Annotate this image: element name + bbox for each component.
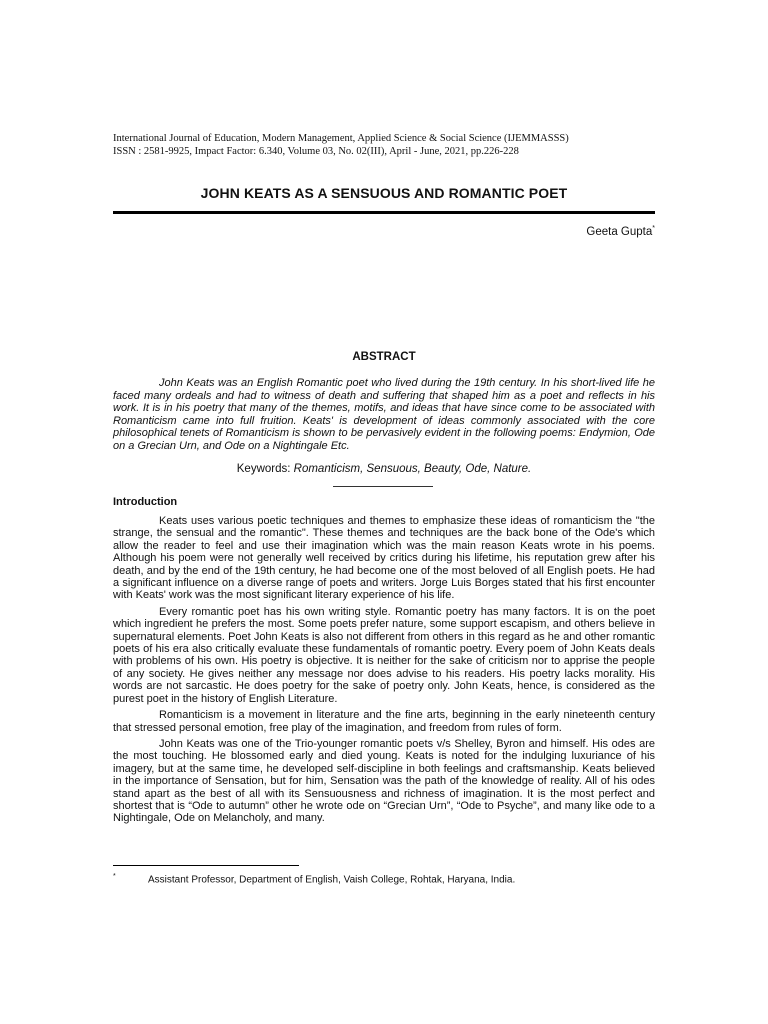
title-divider (113, 211, 655, 214)
journal-title-line: International Journal of Education, Modern Management, Applied Science & Social Science (IJEMMASSS) (113, 133, 569, 144)
abstract-heading: ABSTRACT (352, 351, 416, 363)
author-footnote-marker: * (652, 225, 655, 232)
footnote-marker: * (113, 873, 116, 880)
section-heading-introduction: Introduction (113, 496, 178, 508)
introduction-body (113, 515, 655, 829)
body-paragraph: Keats uses various poetic techniques and themes to emphasize these ideas of romanticism the "the strange, the sensual and the romantic". These themes and techniques are the back bone of the Ode's which allow the reader to feel and use their imagination which was the main reason Keats wrote in his poems. Although his poem were not generally well received by critics during his lifetime, his reputation grew after his death, and by the end of the 19th century, he had become one of the most beloved of all English poets. He had a significant influence on a diverse range of poets and writers. Jorge Luis Borges stated that his first encounter with Keats' work was the most significant literary experience of his life. (113, 515, 655, 602)
keywords-line (113, 463, 655, 475)
body-paragraph: John Keats was one of the Trio-younger romantic poets v/s Shelley, Byron and himself. His odes are the most touching. He blossomed early and died young. Keats is noted for the indulging luxuriance of his imagery, but at the same time, he developed self-discipline in both feelings and craftsmanship. Keats believed in the importance of Sensation, but for him, Sensation was the path of the knowledge of reality. All of his odes stand apart as the best of all with its Sensuousness and richness of imagination. It is the most perfect and shortest that is “Ode to autumn” other he wrote ode on “Grecian Urn”, “Ode to Psyche”, and many like ode to a Nightingale, Ode on Melancholy, and many. (113, 737, 655, 825)
author-line (450, 225, 655, 238)
keywords-terms: Romanticism, Sensuous, Beauty, Ode, Nature. (293, 463, 532, 475)
footnote-divider (113, 865, 299, 866)
journal-issn-line: ISSN : 2581-9925, Impact Factor: 6.340, Volume 03, No. 02(III), April - June, 2021, pp.226-228 (113, 146, 519, 157)
author-name: Geeta Gupta (586, 225, 653, 238)
footnote (113, 873, 655, 885)
abstract-text: John Keats was an English Romantic poet who lived during the 19th century. In his short-lived life he faced many ordeals and had to witness of death and suffering that shaped him as a poet and reflects in his work. It is in his poetry that many of the themes, motifs, and ideas that have since come to be associated with Romanticism came into full fruition. Keats' is development of ideas commonly associated with the core philosophical tenets of Romanticism is shown to be pervasively evident in the following poems: Endymion, Ode on a Grecian Urn, and Ode on a Nightingale Etc. (113, 377, 655, 452)
keywords-label: Keywords: (236, 463, 294, 475)
keywords-divider (333, 486, 433, 487)
journal-header (113, 132, 673, 158)
body-paragraph: Romanticism is a movement in literature and the fine arts, beginning in the early nineteenth century that stressed personal emotion, free play of the imagination, and freedom from rules of form. (113, 709, 655, 734)
footnote-text: Assistant Professor, Department of English, Vaish College, Rohtak, Haryana, India. (148, 874, 516, 886)
paper-title: JOHN KEATS AS A SENSUOUS AND ROMANTIC POET (200, 185, 568, 201)
body-paragraph: Every romantic poet has his own writing style. Romantic poetry has many factors. It is on the poet which ingredient he prefers the most. Some poets prefer nature, some support escapism, and others believe in supernatural elements. Poet John Keats is also not different from others in this regard as he and other romantic poets of his era also critically evaluate these fundamentals of romantic poetry. Every poem of John Keats deals with problems of his own. His poetry is objective. It is neither for the sake of criticism nor to apprise the people of any society. He gives neither any message nor does advise to his readers. His poetry lacks morality. His words are not sarcastic. He does poetry for the sake of poetry only. John Keats, hence, is considered as the purest poet in the history of English Literature. (113, 605, 655, 705)
